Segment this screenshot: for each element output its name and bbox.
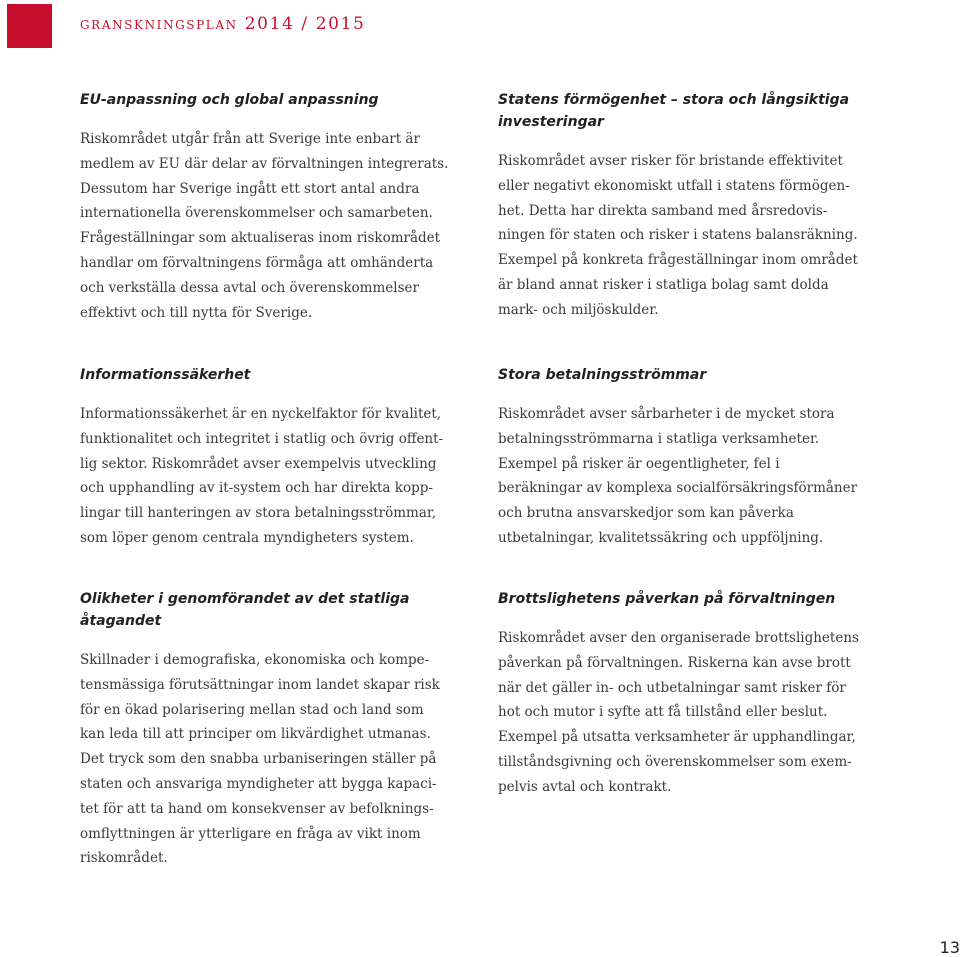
section-heading: Stora betalningsströmmar bbox=[498, 367, 707, 383]
section-body: Riskområdet avser sårbarheter i de mycket stora betalningsströmmarna i statliga verksamheter. Exempel på risker är oegentligheter, fel i beräkningar av komplexa socialförsäkringsförmåner och brutna ansvarskedjor som kan påverka utbetalningar, kvalitetssäkring och uppföljning. bbox=[498, 406, 858, 546]
corner-accent-square bbox=[7, 4, 52, 48]
section-body: Riskområdet avser den organiserade brottslighetens påverkan på förvaltningen. Riskerna kan avse brott när det gäller in- och utbetalningar samt risker för hot och mutor i syfte att få tillstånd eller beslut. Exempel på utsatta verksamheter är upphandlingar, tillståndsgivning och överenskommelser som exem- pelvis avtal och kontrakt. bbox=[498, 630, 859, 795]
section-heading: Informationssäkerhet bbox=[80, 367, 251, 383]
section-body: Informationssäkerhet är en nyckelfaktor för kvalitet, funktionalitet och integritet i statlig och övrig offent- lig sektor. Riskområdet avser exempelvis utveckling och upphandling av it-system och har direkta kopp- lingar till hanteringen av stora betalningsströmmar, som löper genom centrala myndigheters system. bbox=[80, 406, 444, 546]
section-heading: Brottslighetens påverkan på förvaltningen bbox=[498, 591, 836, 607]
section-olikheter bbox=[80, 588, 475, 871]
section-body: Riskområdet avser risker för bristande effektivitet eller negativt ekonomiskt utfall i statens förmögen- het. Detta har direkta samband med årsredovis- ningen för staten och risker i statens balansräkning. Exempel på konkreta frågeställningar inom området är bland annat risker i statliga bolag samt dolda mark- och miljöskulder. bbox=[498, 153, 858, 318]
section-informationssakerhet bbox=[80, 364, 475, 551]
section-brottslighetens-paverkan bbox=[498, 588, 893, 800]
running-header: granskningsplan 2014 / 2015 bbox=[80, 14, 366, 34]
section-heading: Olikheter i genomförandet av det statliga åtagandet bbox=[80, 591, 410, 629]
section-heading: EU-anpassning och global anpassning bbox=[80, 92, 379, 108]
section-body: Riskområdet utgår från att Sverige inte enbart är medlem av EU där delar av förvaltningen integrerats. Dessutom har Sverige ingått ett stort antal andra internationella överenskommelser och samarbeten. Frågeställningar som aktualiseras inom riskområdet handlar om förvaltningens förmåga att omhänderta och verkställa dessa avtal och överenskommelser effektivt och till nytta för Sverige. bbox=[80, 131, 449, 321]
page-number: 13 bbox=[939, 938, 960, 957]
section-heading: Statens förmögenhet – stora och långsiktiga investeringar bbox=[498, 92, 850, 130]
section-statens-formogenhet bbox=[498, 89, 893, 323]
section-eu-anpassning bbox=[80, 89, 475, 325]
section-body: Skillnader i demografiska, ekonomiska och kompe- tensmässiga förutsättningar inom landet skapar risk för en ökad polarisering mellan stad och land som kan leda till att principer om likvärdighet utmanas. Det tryck som den snabba urbaniseringen ställer på staten och ansvariga myndigheter att bygga kapaci- tet för att ta hand om konsekvenser av befolknings- omflyttningen är ytterligare en fråga av vikt inom riskområdet. bbox=[80, 652, 440, 867]
section-stora-betalningsstrommar bbox=[498, 364, 893, 551]
